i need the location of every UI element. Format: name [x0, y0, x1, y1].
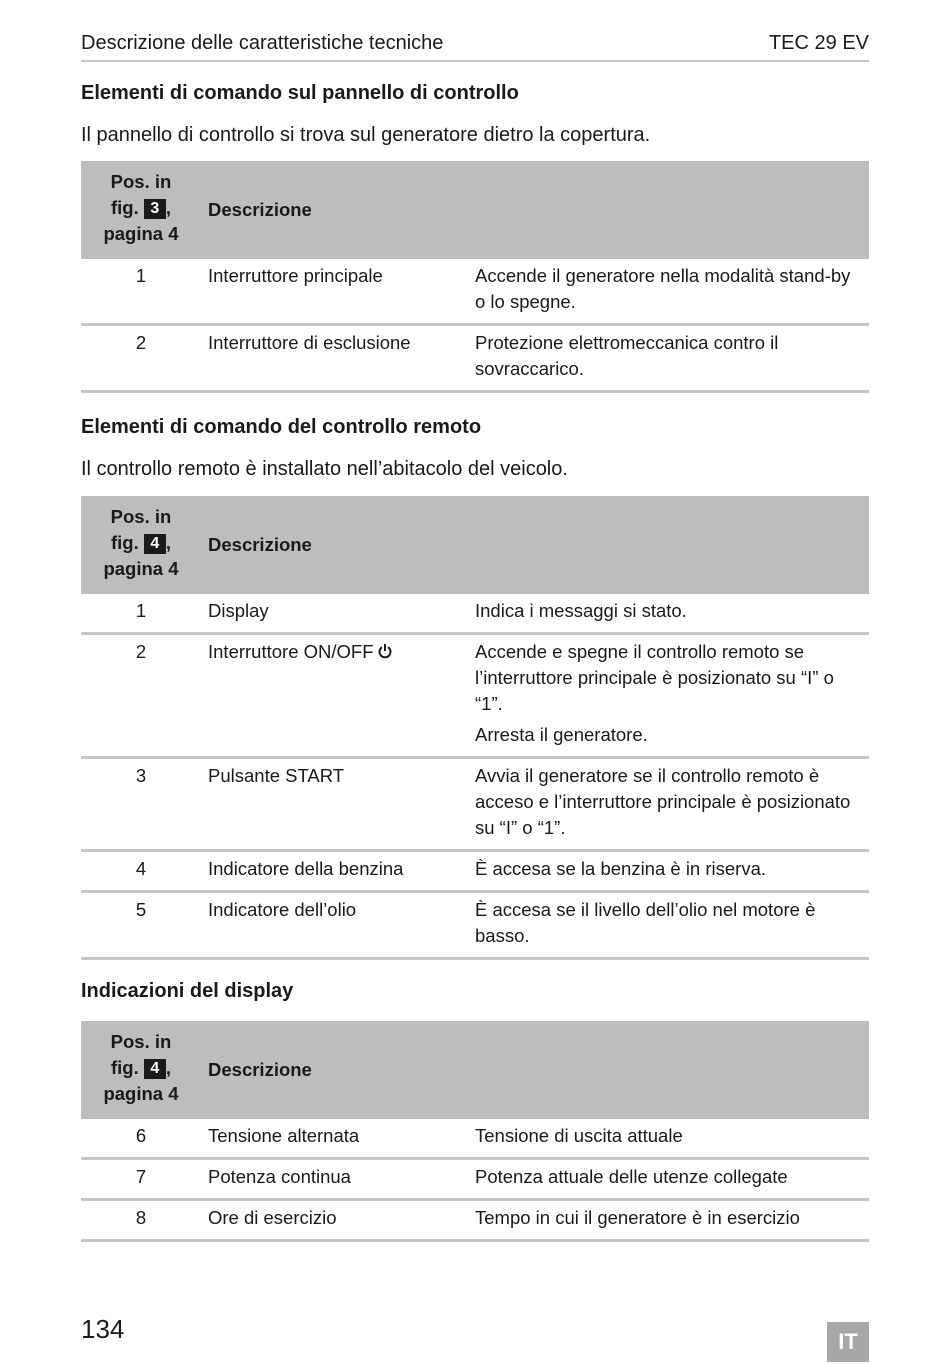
row-name: Display: [201, 594, 468, 634]
display-indications-table: [81, 1021, 869, 1242]
table-row: [81, 594, 869, 634]
page-header: [81, 30, 869, 62]
column-header-position: [81, 1021, 201, 1119]
row-name: Potenza continua: [201, 1159, 468, 1200]
section-title-display: Indicazioni del display: [81, 980, 294, 1002]
table-row: [81, 259, 869, 325]
row-name-cell: [201, 634, 468, 758]
row-description: È accesa se il livello dell’olio nel motore è basso.: [468, 892, 869, 959]
row-position: 1: [81, 594, 201, 634]
row-description: È accesa se la benzina è in riserva.: [468, 851, 869, 892]
language-badge: IT: [827, 1322, 869, 1362]
table-row: [81, 758, 869, 851]
table-row: [81, 1159, 869, 1200]
header-pos-comma: ,: [165, 197, 172, 218]
header-pos-page: pagina 4: [103, 558, 179, 579]
row-description: Tempo in cui il generatore è in esercizio: [468, 1200, 869, 1241]
row-position: 8: [81, 1200, 201, 1241]
row-name: Ore di esercizio: [201, 1200, 468, 1241]
row-position: 2: [81, 325, 201, 392]
row-position: 6: [81, 1119, 201, 1159]
row-name: Tensione alternata: [201, 1119, 468, 1159]
power-icon: [378, 643, 392, 659]
section-title-control-panel: Elementi di comando sul pannello di controllo: [81, 82, 519, 104]
row-description-extra: Arresta il generatore.: [475, 724, 648, 745]
header-pos-comma: ,: [165, 1057, 172, 1078]
row-name: Interruttore principale: [201, 259, 468, 325]
header-section-title: Descrizione delle caratteristiche tecniche: [81, 32, 444, 54]
table-row: [81, 634, 869, 758]
column-header-description: Descrizione: [201, 161, 869, 259]
table-row: [81, 1200, 869, 1241]
header-pos-fig: fig.: [110, 1057, 139, 1078]
row-name: Interruttore ON/OFF: [208, 641, 374, 662]
row-position: 1: [81, 259, 201, 325]
header-pos-fig: fig.: [110, 197, 139, 218]
table-header-row: [81, 496, 869, 594]
header-pos-page: pagina 4: [103, 223, 179, 244]
header-pos-line1: Pos. in: [110, 171, 172, 192]
row-description: Protezione elettromeccanica contro il sovraccarico.: [468, 325, 869, 392]
header-pos-line1: Pos. in: [110, 506, 172, 527]
header-pos-page: pagina 4: [103, 1083, 179, 1104]
control-panel-table: [81, 161, 869, 393]
row-description: Accende e spegne il controllo remoto se l’interruttore principale è posizionato su “I” o “1”.: [475, 641, 834, 714]
figure-number-badge: 4: [144, 534, 166, 554]
row-description: Avvia il generatore se il controllo remoto è acceso e l’interruttore principale è posizionato su “I” o “1”.: [468, 758, 869, 851]
header-pos-line1: Pos. in: [110, 1031, 172, 1052]
table-row: [81, 325, 869, 392]
row-description: Indica i messaggi si stato.: [468, 594, 869, 634]
column-header-position: [81, 496, 201, 594]
table-row: [81, 892, 869, 959]
section-intro-remote-control: Il controllo remoto è installato nell’abitacolo del veicolo.: [81, 458, 568, 480]
table-row: [81, 1119, 869, 1159]
figure-number-badge: 4: [144, 1059, 166, 1079]
row-position: 4: [81, 851, 201, 892]
section-intro-control-panel: Il pannello di controllo si trova sul generatore dietro la copertura.: [81, 124, 651, 146]
row-name: Indicatore dell’olio: [201, 892, 468, 959]
column-header-description: Descrizione: [201, 1021, 869, 1119]
header-pos-fig: fig.: [110, 532, 139, 553]
section-title-remote-control: Elementi di comando del controllo remoto: [81, 416, 482, 438]
row-name: Pulsante START: [201, 758, 468, 851]
row-description: Tensione di uscita attuale: [468, 1119, 869, 1159]
row-position: 7: [81, 1159, 201, 1200]
figure-number-badge: 3: [144, 199, 166, 219]
row-position: 2: [81, 634, 201, 758]
row-description: Accende il generatore nella modalità stand-by o lo spegne.: [468, 259, 869, 325]
remote-control-table: [81, 496, 869, 960]
row-description: Potenza attuale delle utenze collegate: [468, 1159, 869, 1200]
header-pos-comma: ,: [165, 532, 172, 553]
column-header-position: [81, 161, 201, 259]
row-description-cell: [468, 634, 869, 758]
column-header-description: Descrizione: [201, 496, 869, 594]
page-number: 134: [81, 1314, 125, 1344]
row-name: Indicatore della benzina: [201, 851, 468, 892]
header-model: TEC 29 EV: [768, 32, 869, 54]
table-header-row: [81, 1021, 869, 1119]
row-position: 5: [81, 892, 201, 959]
row-position: 3: [81, 758, 201, 851]
table-row: [81, 851, 869, 892]
row-name: Interruttore di esclusione: [201, 325, 468, 392]
table-header-row: [81, 161, 869, 259]
